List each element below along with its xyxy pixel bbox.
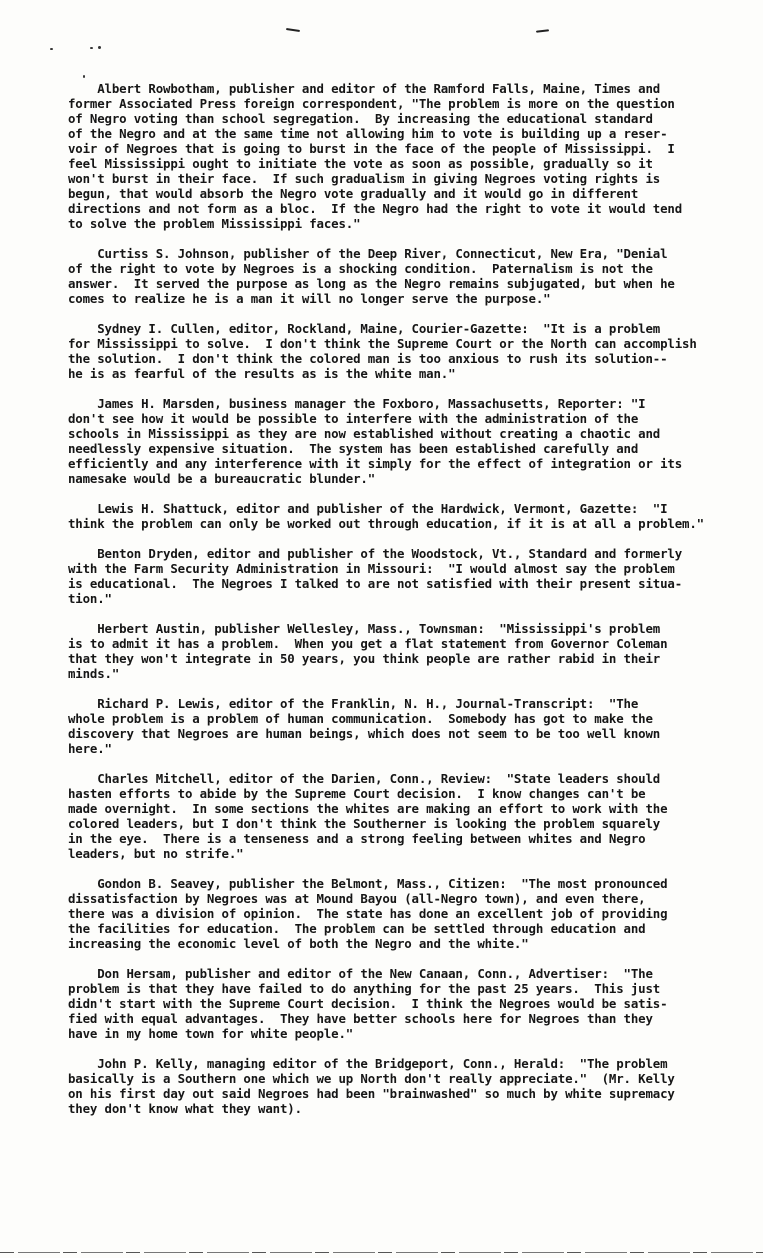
- paragraph-marsden: James H. Marsden, business manager the Foxboro, Massachusetts, Reporter: "I don't see how it would be possible to interfere with the administration of the schools in Mississippi as they are now established without creating a chaotic and needlessly expensive situation. The system has been established carefully and efficiently and any interference with it simply for the effect of integration or its namesake would be a bureaucratic blunder.": [68, 396, 683, 486]
- paragraph-lewis: Richard P. Lewis, editor of the Franklin, N. H., Journal-Transcript: "The whole problem is a problem of human communication. Somebody has got to make the discovery that Negroes are human beings, which does not seem to be too well known here.": [68, 696, 661, 756]
- paragraph-kelly: John P. Kelly, managing editor of the Bridgeport, Conn., Herald: "The problem basically is a Southern one which we up North don't really appreciate." (Mr. Kelly on his first day out said Negroes had been "brainwashed" so much by white supremacy they don't know what they want).: [68, 1056, 675, 1116]
- paragraph-seavey: Gondon B. Seavey, publisher the Belmont, Mass., Citizen: "The most pronounced dissatisfaction by Negroes was at Mound Bayou (all-Negro town), and even there, there was a division of opinion. The state has done an excellent job of providing the facilities for education. The problem can be settled through education and increasing the economic level of both the Negro and the white.": [68, 876, 668, 951]
- paragraph-mitchell: Charles Mitchell, editor of the Darien, Conn., Review: "State leaders should hasten efforts to abide by the Supreme Court decision. I know changes can't be made overnight. In some sections the whites are making an effort to work with the colored leaders, but I don't think the Southerner is looking the problem squarely in the eye. There is a tenseness and a strong feeling between whites and Negro leaders, but no strife.": [68, 771, 668, 861]
- paragraph-hersam: Don Hersam, publisher and editor of the New Canaan, Conn., Advertiser: "The problem is that they have failed to do anything for the past 25 years. This just didn't start with the Supreme Court decision. I think the Negroes would be satis- fied with equal advantages. They have better schools here for Negroes than they have in my home town for white people.": [68, 966, 668, 1041]
- document-body: [68, 81, 716, 1131]
- paragraph-rowbotham: Albert Rowbotham, publisher and editor of the Ramford Falls, Maine, Times and former Associated Press foreign correspondent, "The problem is more on the question of Negro voting than school segregation. By increasing the educational standard of the Negro and at the same time not allowing him to vote is building up a reser- voir of Negroes that is going to burst in the face of the people of Mississippi. I feel Mississippi ought to initiate the vote as soon as possible, gradually so it won't burst in their face. If such gradualism in giving Negroes voting rights is begun, that would absorb the Negro vote gradually and it would go in different directions and not form as a bloc. If the Negro had the right to vote it would tend to solve the problem Mississippi faces.": [68, 81, 683, 231]
- paragraph-johnson: Curtiss S. Johnson, publisher of the Deep River, Connecticut, New Era, "Denial of the right to vote by Negroes is a shocking condition. Paternalism is not the answer. It served the purpose as long as the Negro remains subjugated, but when he comes to realize he is a man it will no longer serve the purpose.": [68, 246, 675, 306]
- paragraph-dryden: Benton Dryden, editor and publisher of the Woodstock, Vt., Standard and formerly with the Farm Security Administration in Missouri: "I would almost say the problem is educational. The Negroes I talked to are not satisfied with their present situa- tion.": [68, 546, 683, 606]
- scan-mark-left: [286, 28, 300, 32]
- page-bottom-edge: [0, 1252, 763, 1253]
- scan-mark-right: [536, 29, 549, 32]
- paragraph-shattuck: Lewis H. Shattuck, editor and publisher of the Hardwick, Vermont, Gazette: "I think the problem can only be worked out through education, if it is at all a problem.": [68, 501, 704, 531]
- paragraph-austin: Herbert Austin, publisher Wellesley, Mass., Townsman: "Mississippi's problem is to admit it has a problem. When you get a flat statement from Governor Coleman that they won't integrate in 50 years, you think people are rather rabid in their minds.": [68, 621, 668, 681]
- paragraph-cullen: Sydney I. Cullen, editor, Rockland, Maine, Courier-Gazette: "It is a problem for Mississippi to solve. I don't think the Supreme Court or the North can accomplish the solution. I don't think the colored man is too anxious to rush its solution-- he is as fearful of the results as is the white man.": [68, 321, 697, 381]
